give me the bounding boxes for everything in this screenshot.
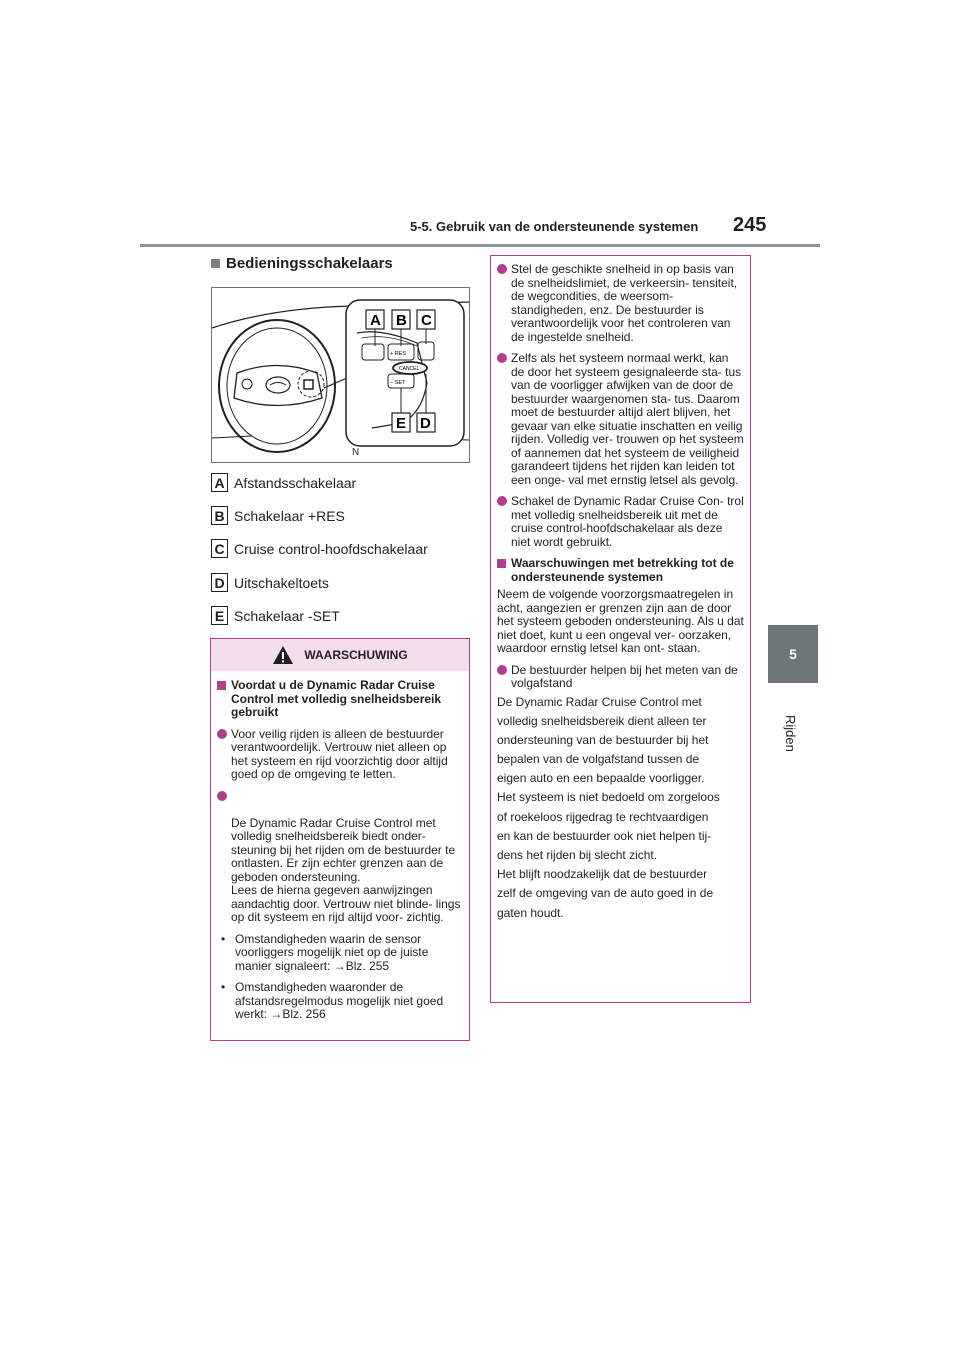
warning-item: Voor veilig rijden is alleen de bestuurder verantwoordelijk. Vertrouw niet alleen op het systeem en rijd voorzichtig door altijd goed op de omgeving te letten. — [217, 728, 463, 782]
switch-illustration — [211, 287, 470, 463]
legend-letter: A — [211, 473, 228, 492]
circle-bullet-icon — [497, 264, 507, 274]
warning-item: De bestuurder helpen bij het meten van de volgafstand — [497, 664, 745, 691]
legend-item-a — [211, 473, 356, 492]
paragraph-line: dens het rijden bij slecht zicht. — [497, 848, 658, 862]
intro-paragraph: Neem de volgende voorzorgsmaatregelen in acht, aangezien er grenzen zijn aan de door het systeem geboden ondersteuning. Als u dat niet doet, kunt u een ongeval ver- oorzaken, waardoor ernstig letsel kan ont- staan. — [497, 587, 744, 655]
continued-warning-box — [490, 255, 751, 1003]
circle-bullet-icon — [217, 791, 227, 801]
callout-c: C — [421, 312, 432, 329]
res-button-label: + RES — [390, 351, 407, 357]
paragraph-line: volledig snelheidsbereik dient alleen ter — [497, 713, 707, 728]
legend-text: Cruise control-hoofdschakelaar — [234, 540, 428, 557]
warning-bullet: • Omstandigheden waaronder de afstandsregelmodus mogelijk niet goed werkt: →Blz. 256 — [221, 980, 444, 1021]
set-button-label: − SET — [390, 380, 406, 386]
legend-text: Afstandsschakelaar — [234, 474, 357, 491]
cancel-button-label: CANCEL — [399, 366, 420, 372]
callout-b: B — [396, 312, 407, 329]
callout-d: D — [420, 415, 431, 432]
legend-item-e — [211, 606, 340, 625]
warning-box — [210, 638, 470, 1041]
legend-text: Schakelaar -SET — [234, 607, 340, 624]
body-paragraph — [497, 693, 745, 923]
section-heading-text: Bedieningsschakelaars — [226, 255, 393, 272]
square-bullet-icon — [497, 559, 506, 568]
callout-e: E — [396, 415, 407, 432]
warning-item: Zelfs als het systeem normaal werkt, kan de door het systeem gesignaleerde sta- tus van de voorligger afwijken van de door de bestuurder waargenomen sta- tus. Daarom moet de bestuurder altijd alert blijven, het gevaar van elke situatie inschatten en veilig rijden. Volledig ver- trouwen op het systeem of aannemen dat het systeem de veiligheid garandeert tijdens het rijden kan leiden tot een onge- val met ernstig letsel als gevolg. — [497, 352, 745, 487]
square-bullet-icon — [211, 259, 220, 268]
legend-item-d — [211, 573, 329, 592]
warning-item: De Dynamic Radar Cruise Control met volledig snelheidsbereik biedt onder- steuning bij het rijden om de bestuurder te ontlasten. Er zijn echter grenzen aan de geboden ondersteuning. Lees de hierna gegeven aanwijzingen aandachtig door. Vertrouw niet blinde- lings op dit systeem en rijd altijd voor- zichtig. — [217, 790, 463, 925]
warning-title: WAARSCHUWING — [304, 648, 408, 662]
paragraph-line: eigen auto en een bepaalde voorligger. — [497, 771, 705, 786]
callout-a: A — [370, 312, 381, 329]
paragraph-line: Het systeem is niet bedoeld om zorgeloos — [497, 790, 720, 805]
warning-triangle-icon — [272, 645, 294, 665]
running-header: 5-5. Gebruik van de ondersteunende systemen — [410, 219, 699, 234]
legend-item-c — [211, 539, 428, 558]
legend-letter: E — [211, 606, 228, 625]
legend-letter: C — [211, 539, 228, 558]
warning-subheading: Waarschuwingen met betrekking tot de ondersteunende systemen — [497, 557, 745, 584]
warning-header — [211, 639, 469, 671]
warning-item: Schakel de Dynamic Radar Cruise Con- trol met volledig snelheidsbereik uit met de cruise control-hoofdschakelaar als deze niet wordt gebruikt. — [497, 495, 745, 549]
paragraph-line: ondersteuning van de bestuurder bij het — [497, 732, 709, 747]
section-heading — [211, 255, 393, 272]
legend-text: Uitschakeltoets — [234, 574, 329, 591]
warning-item: Stel de geschikte snelheid in op basis van de snelheidslimiet, de verkeersin- tensiteit, de wegcondities, de weersom- standigheden, enz. De bestuurder is verantwoordelijk voor het controleren van de ingestelde snelheid. — [497, 263, 745, 344]
legend-text: Schakelaar +RES — [234, 507, 345, 524]
legend-item-b — [211, 506, 345, 525]
steering-wheel-drawing — [212, 288, 469, 462]
paragraph-line: gaten houdt. — [497, 905, 564, 920]
paragraph-line: of roekeloos rijgedrag te rechtvaardigen — [497, 809, 709, 824]
circle-bullet-icon — [217, 729, 227, 739]
square-bullet-icon — [217, 681, 226, 690]
paragraph-line: zelf de omgeving van de auto goed in de — [497, 886, 714, 901]
circle-bullet-icon — [497, 353, 507, 363]
figure-code: N — [352, 447, 360, 458]
paragraph-line: De Dynamic Radar Cruise Control met — [497, 694, 702, 709]
chapter-label: Rijden — [783, 715, 798, 752]
circle-bullet-icon — [497, 665, 507, 675]
chapter-number: 5 — [789, 646, 797, 662]
legend-letter: D — [211, 573, 228, 592]
warning-subheading: Voordat u de Dynamic Radar Cruise Control met volledig snelheidsbereik gebruikt — [217, 679, 463, 720]
legend-letter: B — [211, 506, 228, 525]
circle-bullet-icon — [497, 496, 507, 506]
paragraph-line: Het blijft noodzakelijk dat de bestuurder — [497, 867, 708, 882]
paragraph-line: bepalen van de volgafstand tussen de — [497, 752, 700, 767]
warning-bullet: • Omstandigheden waarin de sensor voorliggers mogelijk niet op de juiste manier signaleert: →Blz. 255 — [221, 931, 429, 973]
page-number: 245 — [733, 214, 767, 236]
header-rule — [140, 244, 820, 247]
paragraph-line: en kan de bestuurder ook niet helpen tij- — [497, 828, 712, 843]
chapter-tab — [768, 625, 818, 683]
